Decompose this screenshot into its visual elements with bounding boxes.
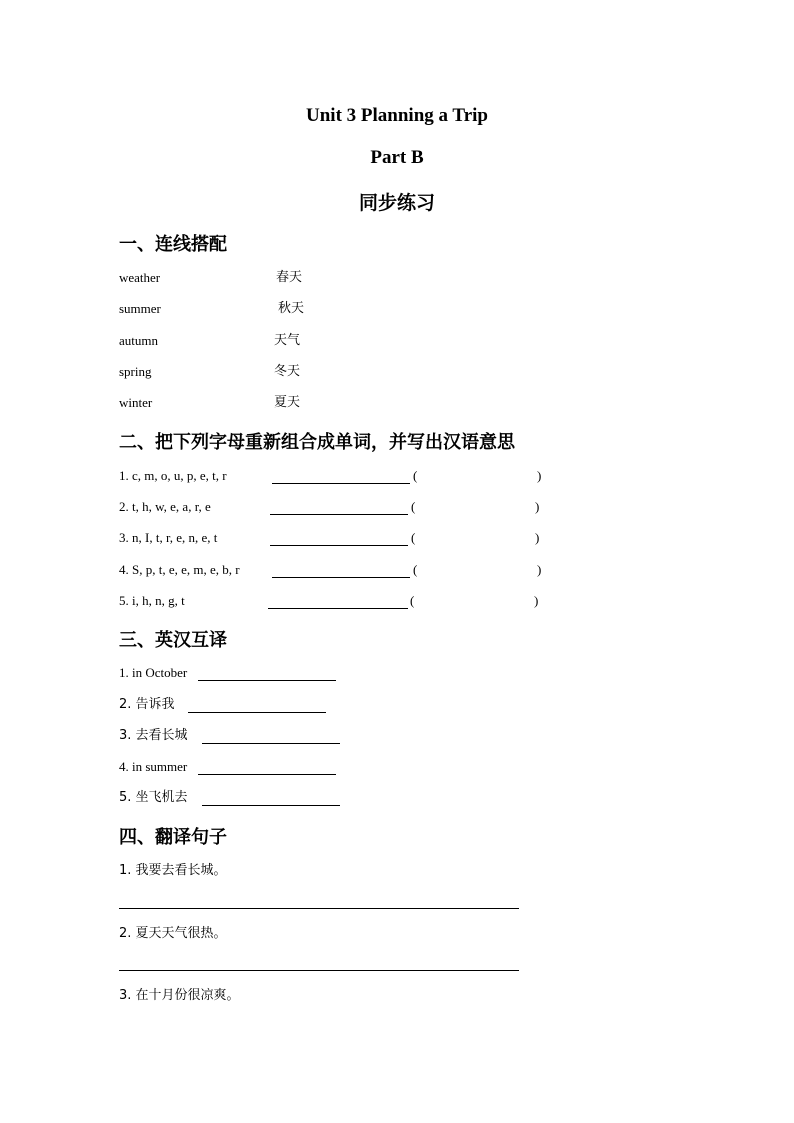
page-part: Part B [370, 147, 424, 168]
open-paren: ( [413, 468, 418, 483]
match-right-item: 秋天 [278, 301, 305, 316]
section-1-heading: 一、连线搭配 [119, 234, 227, 255]
sentence-item: 1. 我要去看长城。 [119, 863, 227, 878]
sentence-item: 2. 夏天天气很热。 [119, 926, 227, 941]
match-right-item: 夏天 [274, 395, 301, 410]
match-left-item: spring [119, 364, 152, 379]
sentence-item: 3. 在十月份很凉爽。 [119, 988, 240, 1003]
answer-blank[interactable] [202, 729, 340, 744]
open-paren: ( [413, 562, 418, 577]
translate-item: 1. in October [119, 665, 188, 680]
translate-item: 4. in summer [119, 759, 188, 774]
match-left-item: autumn [119, 333, 158, 348]
answer-blank[interactable] [198, 666, 336, 681]
answer-blank[interactable] [270, 500, 408, 515]
answer-blank[interactable] [272, 469, 410, 484]
answer-blank[interactable] [198, 760, 336, 775]
translate-item: 2. 告诉我 [119, 697, 175, 712]
match-left-item: summer [119, 301, 161, 316]
open-paren: ( [411, 530, 416, 545]
scramble-item: 1. c, m, o, u, p, e, t, r [119, 468, 227, 483]
open-paren: ( [410, 593, 415, 608]
close-paren: ) [534, 593, 539, 608]
answer-line[interactable] [119, 908, 519, 909]
section-2-heading: 二、把下列字母重新组合成单词，并写出汉语意思 [119, 432, 515, 453]
answer-blank[interactable] [188, 698, 326, 713]
answer-line[interactable] [119, 970, 519, 971]
match-right-item: 春天 [276, 270, 303, 285]
section-4-heading: 四、翻译句子 [119, 827, 227, 848]
match-right-item: 冬天 [274, 364, 301, 379]
open-paren: ( [411, 499, 416, 514]
answer-blank[interactable] [272, 563, 410, 578]
translate-item: 3. 去看长城 [119, 728, 188, 743]
answer-blank[interactable] [268, 594, 408, 609]
scramble-item: 4. S, p, t, e, e, m, e, b, r [119, 562, 240, 577]
page-subtitle: 同步练习 [358, 192, 435, 214]
scramble-item: 5. i, h, n, g, t [119, 593, 185, 608]
close-paren: ) [535, 499, 540, 514]
answer-blank[interactable] [270, 531, 408, 546]
close-paren: ) [537, 468, 542, 483]
scramble-item: 2. t, h, w, e, a, r, e [119, 499, 211, 514]
close-paren: ) [537, 562, 542, 577]
answer-blank[interactable] [202, 791, 340, 806]
close-paren: ) [535, 530, 540, 545]
scramble-item: 3. n, I, t, r, e, n, e, t [119, 530, 218, 545]
match-right-item: 天气 [274, 333, 301, 348]
match-left-item: winter [119, 395, 153, 410]
match-left-item: weather [119, 270, 161, 285]
section-3-heading: 三、英汉互译 [119, 630, 227, 651]
translate-item: 5. 坐飞机去 [119, 790, 188, 805]
page-title: Unit 3 Planning a Trip [306, 105, 488, 126]
